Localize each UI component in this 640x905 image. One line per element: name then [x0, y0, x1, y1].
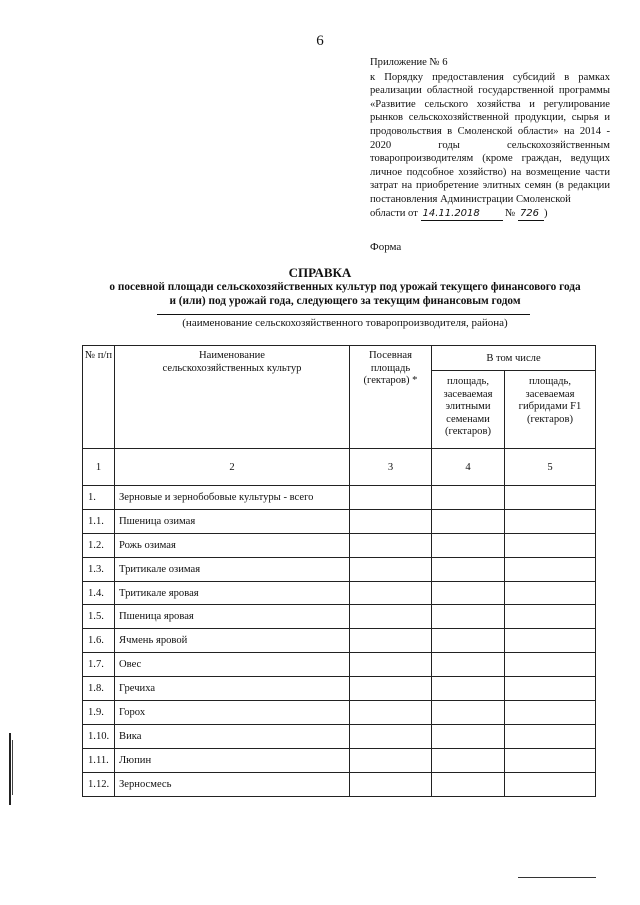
col-number: 3 [350, 449, 432, 486]
sown-area-cell[interactable] [350, 701, 432, 725]
sown-area-cell[interactable] [350, 653, 432, 677]
row-number: 1.1. [83, 509, 115, 533]
header-elite-area: площадь, засеваемая элитными семенами (гектаров) [432, 371, 505, 449]
sown-area-cell[interactable] [350, 557, 432, 581]
table-row [83, 581, 596, 605]
sown-area-cell[interactable] [350, 677, 432, 701]
elite-area-cell[interactable] [432, 772, 505, 796]
elite-area-cell[interactable] [432, 605, 505, 629]
producer-name-caption: (наименование сельскохозяйственного товаропроизводителя, района) [182, 317, 508, 329]
annex-number-prefix: № [505, 207, 516, 219]
annex-tail [370, 208, 547, 219]
row-number: 1.6. [83, 629, 115, 653]
sown-area-cell[interactable] [350, 581, 432, 605]
table-row [83, 486, 596, 510]
page-number: 6 [316, 33, 324, 49]
row-number: 1.11. [83, 748, 115, 772]
row-number: 1.2. [83, 533, 115, 557]
header-hybrid-area: площадь, засеваемая гибридами F1 (гектаров) [505, 371, 596, 449]
hybrid-area-cell[interactable] [505, 605, 596, 629]
table-row [83, 701, 596, 725]
row-number: 1.5. [83, 605, 115, 629]
elite-area-cell[interactable] [432, 581, 505, 605]
sown-area-cell[interactable] [350, 533, 432, 557]
col-number: 4 [432, 449, 505, 486]
subtitle-line-2: и (или) под урожай года, следующего за текущим финансовым годом [169, 295, 521, 307]
crops-table [82, 345, 596, 797]
hybrid-area-cell[interactable] [505, 557, 596, 581]
crop-name: Пшеница озимая [115, 509, 350, 533]
table-row [83, 772, 596, 796]
subtitle-line-1: о посевной площади сельскохозяйственных культур под урожай текущего финансового года [109, 281, 581, 293]
table-row [83, 653, 596, 677]
table-row [83, 557, 596, 581]
hybrid-area-cell[interactable] [505, 653, 596, 677]
sown-area-cell[interactable] [350, 748, 432, 772]
document-title: СПРАВКА [288, 265, 352, 280]
col-number: 2 [115, 449, 350, 486]
annex-text: к Порядку предоставления субсидий в рамках реализации областной государственной программы «Развитие сельского хозяйства и регулирование рынков сельскохозяйственной продукции, сырья и продовольствия в Смоленской области» на 2014 - 2020 годы сельскохозяйственным товаропроизводителям (кроме граждан, ведущих личное подсобное хозяйство) на возмещение части затрат на приобретение элитных семян (в редакции постановления Администрации Смоленской [370, 71, 610, 205]
header-num: № п/п [83, 346, 115, 449]
elite-area-cell[interactable] [432, 486, 505, 510]
crop-name: Люпин [115, 748, 350, 772]
elite-area-cell[interactable] [432, 677, 505, 701]
sown-area-cell[interactable] [350, 605, 432, 629]
row-number: 1.3. [83, 557, 115, 581]
annex-title: Приложение № 6 [370, 57, 448, 68]
sown-area-cell[interactable] [350, 509, 432, 533]
footer-rule [518, 877, 596, 878]
crop-name: Тритикале яровая [115, 581, 350, 605]
col-number: 5 [505, 449, 596, 486]
row-number: 1.7. [83, 653, 115, 677]
hybrid-area-cell[interactable] [505, 724, 596, 748]
crop-name: Рожь озимая [115, 533, 350, 557]
decree-date: 14.11.2018 [421, 207, 503, 222]
hybrid-area-cell[interactable] [505, 533, 596, 557]
elite-area-cell[interactable] [432, 509, 505, 533]
scan-margin-mark [9, 733, 11, 805]
table-row [83, 748, 596, 772]
elite-area-cell[interactable] [432, 653, 505, 677]
sown-area-cell[interactable] [350, 629, 432, 653]
crop-name: Горох [115, 701, 350, 725]
crop-name: Зерносмесь [115, 772, 350, 796]
row-number: 1. [83, 486, 115, 510]
crop-name: Вика [115, 724, 350, 748]
table-row [83, 605, 596, 629]
header-including: В том числе [432, 346, 596, 371]
hybrid-area-cell[interactable] [505, 486, 596, 510]
sown-area-cell[interactable] [350, 724, 432, 748]
table-row [83, 629, 596, 653]
header-crop-name: Наименование сельскохозяйственных культур [115, 346, 350, 449]
scan-margin-mark [12, 740, 13, 795]
hybrid-area-cell[interactable] [505, 701, 596, 725]
annex-tail-prefix: области от [370, 207, 418, 219]
table-row [83, 724, 596, 748]
row-number: 1.12. [83, 772, 115, 796]
table-row [83, 509, 596, 533]
row-number: 1.4. [83, 581, 115, 605]
elite-area-cell[interactable] [432, 748, 505, 772]
hybrid-area-cell[interactable] [505, 629, 596, 653]
hybrid-area-cell[interactable] [505, 772, 596, 796]
header-sown-area: Посевная площадь (гектаров) * [350, 346, 432, 449]
elite-area-cell[interactable] [432, 724, 505, 748]
document-subtitle [100, 280, 590, 308]
crop-name: Овес [115, 653, 350, 677]
elite-area-cell[interactable] [432, 629, 505, 653]
sown-area-cell[interactable] [350, 486, 432, 510]
row-number: 1.8. [83, 677, 115, 701]
elite-area-cell[interactable] [432, 701, 505, 725]
table-row [83, 677, 596, 701]
crop-name: Зерновые и зернобобовые культуры - всего [115, 486, 350, 510]
crop-name: Тритикале озимая [115, 557, 350, 581]
col-number: 1 [83, 449, 115, 486]
annex-tail-suffix: ) [543, 207, 548, 219]
crop-name: Ячмень яровой [115, 629, 350, 653]
annex-block [370, 56, 610, 221]
hybrid-area-cell[interactable] [505, 748, 596, 772]
hybrid-area-cell[interactable] [505, 581, 596, 605]
row-number: 1.10. [83, 724, 115, 748]
elite-area-cell[interactable] [432, 557, 505, 581]
crop-name: Пшеница яровая [115, 605, 350, 629]
row-number: 1.9. [83, 701, 115, 725]
form-label: Форма [370, 241, 402, 253]
elite-area-cell[interactable] [432, 533, 505, 557]
column-numbers-row [83, 449, 596, 486]
crop-name: Гречиха [115, 677, 350, 701]
sown-area-cell[interactable] [350, 772, 432, 796]
hybrid-area-cell[interactable] [505, 509, 596, 533]
table-row [83, 533, 596, 557]
hybrid-area-cell[interactable] [505, 677, 596, 701]
producer-name-field[interactable] [157, 314, 530, 315]
decree-number: 726 [518, 207, 544, 222]
